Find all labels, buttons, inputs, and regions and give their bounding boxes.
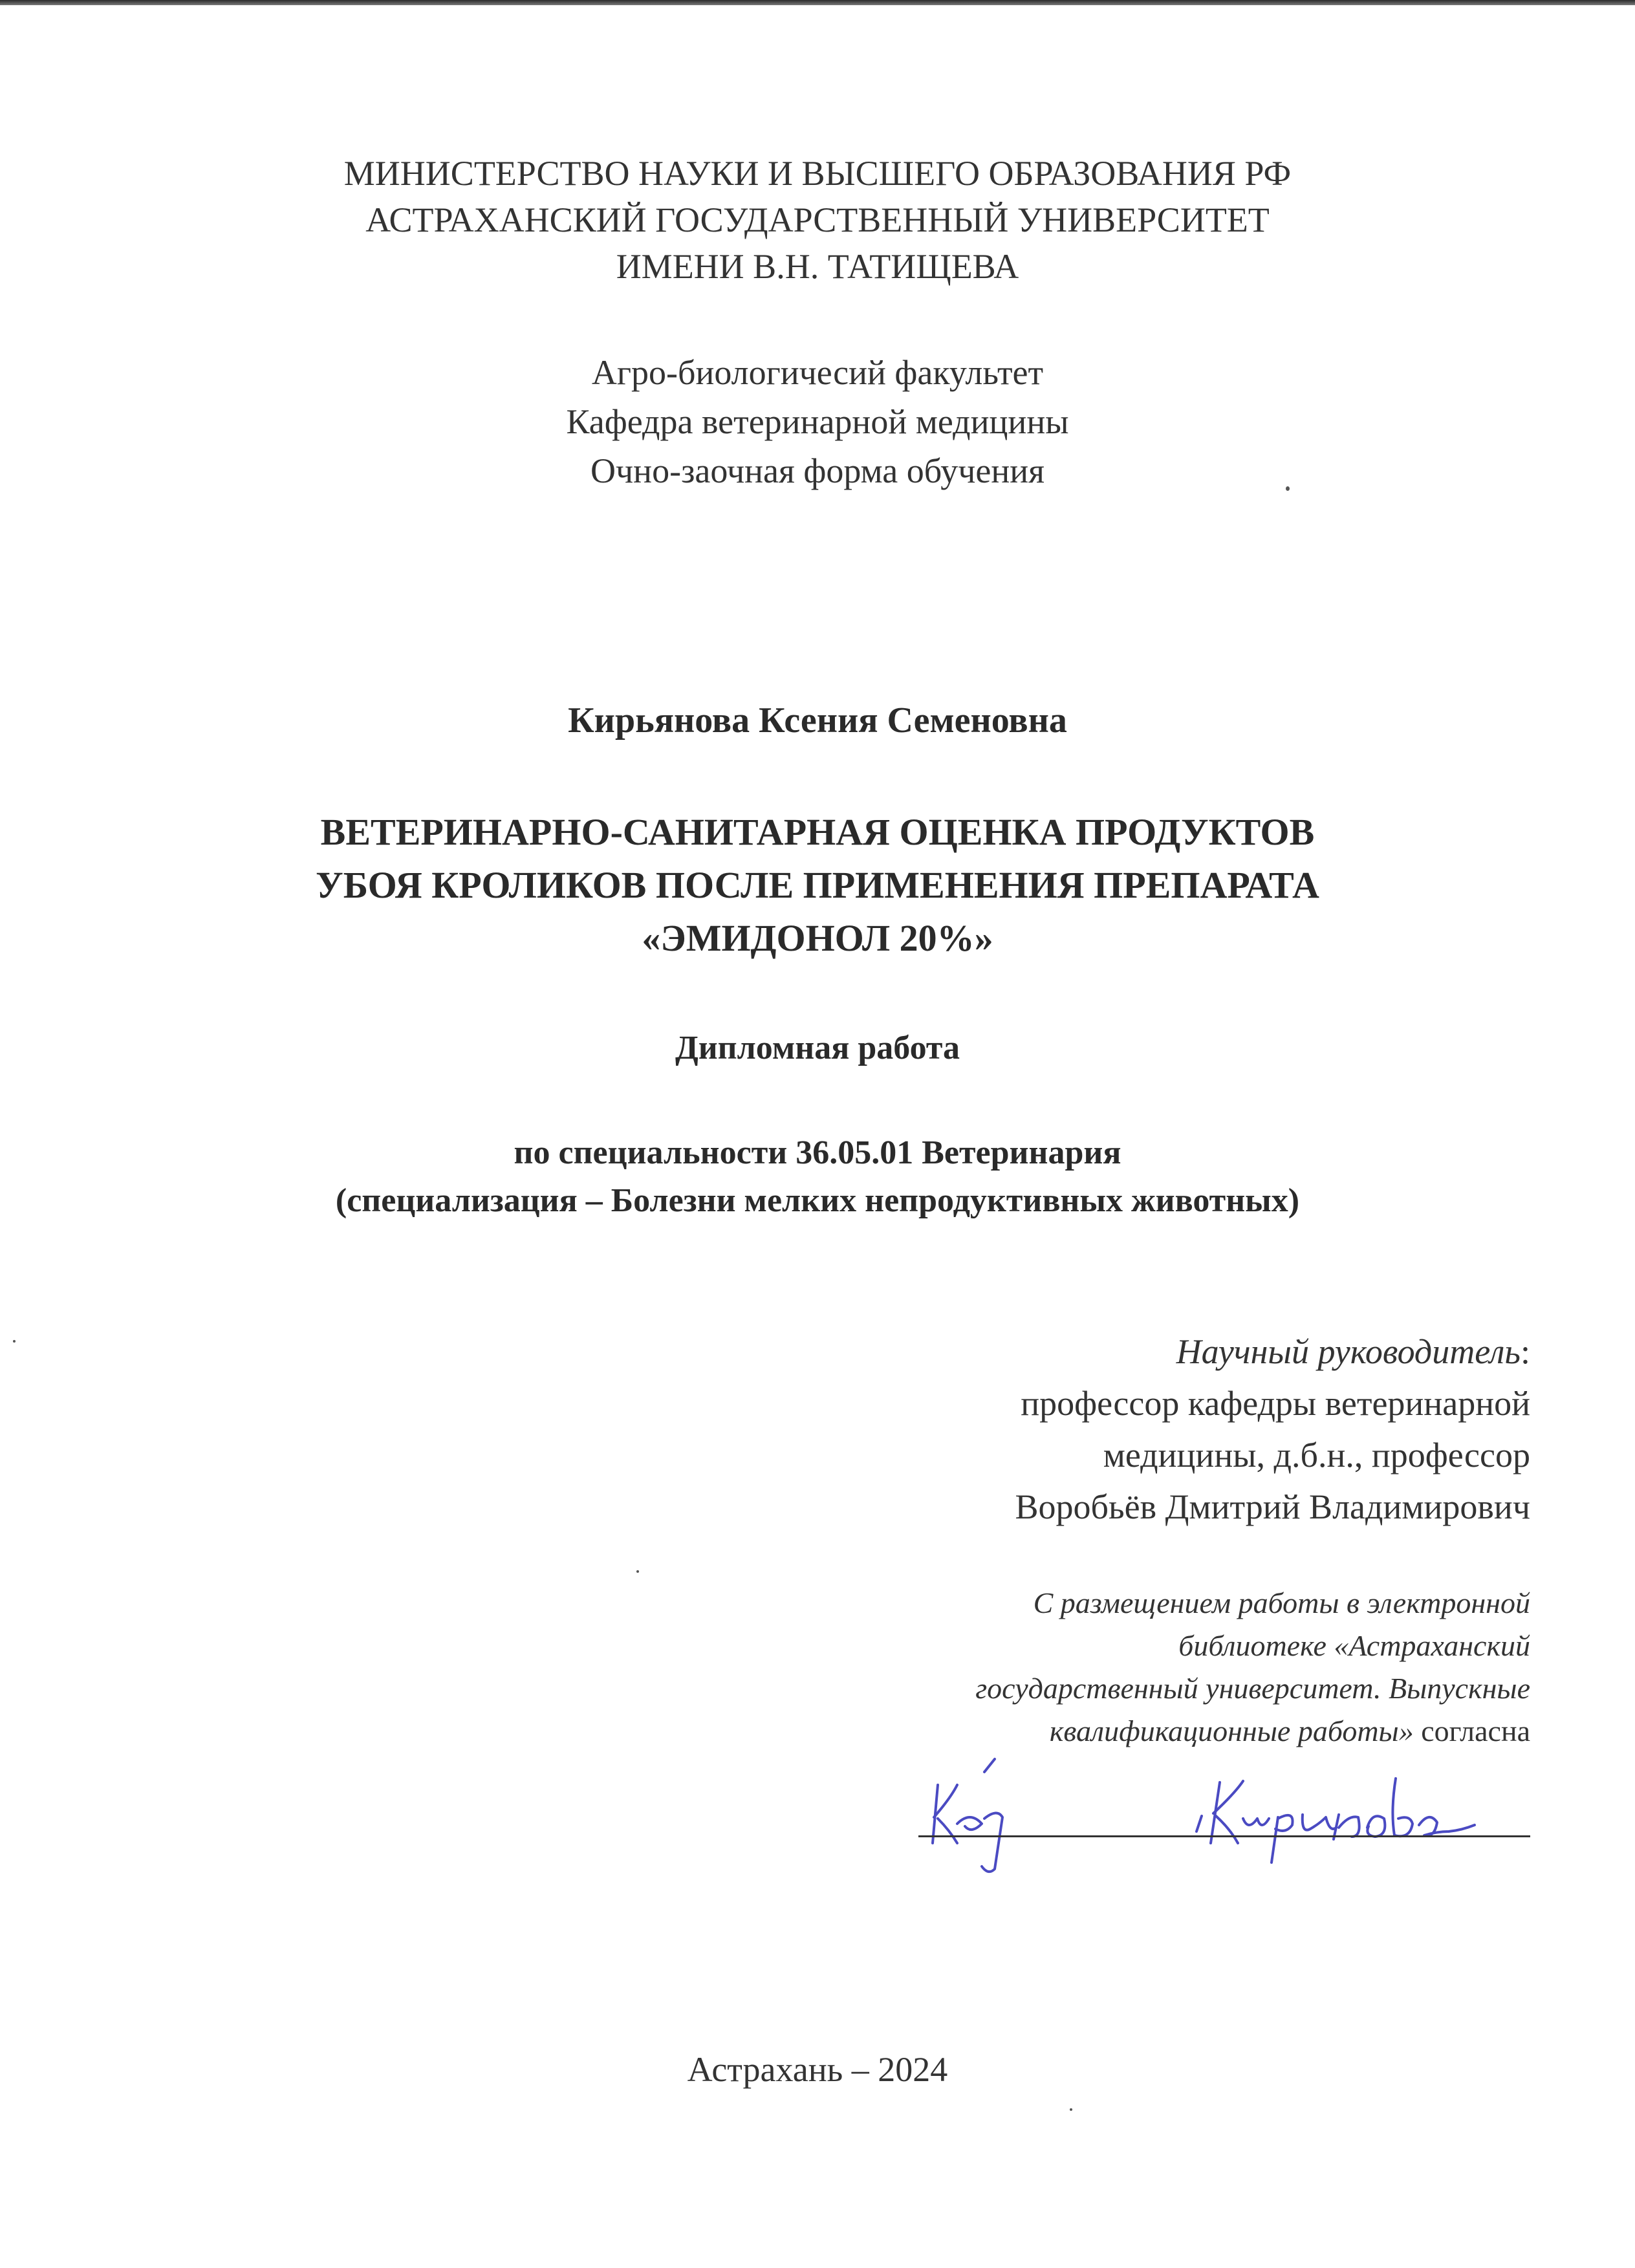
consent-agree-word: согласна <box>1421 1714 1530 1747</box>
specialty-code: по специальности 36.05.01 Ветеринария <box>514 1134 1121 1171</box>
supervisor-heading <box>1015 1326 1530 1377</box>
work-type: Дипломная работа <box>675 1030 960 1066</box>
supervisor-position: профессор кафедры ветеринарной <box>1021 1384 1530 1423</box>
scan-speck <box>1070 2108 1072 2111</box>
title-line: УБОЯ КРОЛИКОВ ПОСЛЕ ПРИМЕНЕНИЯ ПРЕПАРАТА <box>316 864 1319 906</box>
title-line: ВЕТЕРИНАРНО-САНИТАРНАЯ ОЦЕНКА ПРОДУКТОВ <box>320 811 1315 853</box>
faculty-name: Агро-биологичесий факультет <box>591 353 1044 392</box>
university-named-after: ИМЕНИ В.Н. ТАТИЩЕВА <box>616 247 1019 286</box>
supervisor-name: Воробьёв Дмитрий Владимирович <box>1015 1487 1530 1526</box>
consent-line: С размещением работы в электронной <box>1033 1586 1530 1619</box>
specialization: (специализация – Болезни мелких непродуктивных животных) <box>335 1182 1300 1219</box>
header-block <box>0 150 1635 290</box>
city-year: Астрахань – 2024 <box>687 2050 948 2089</box>
university-name: АСТРАХАНСКИЙ ГОСУДАРСТВЕННЫЙ УНИВЕРСИТЕТ <box>365 200 1270 239</box>
study-form: Очно-заочная форма обучения <box>590 451 1045 490</box>
scan-edge <box>0 0 1635 5</box>
signature-underline <box>918 1835 1530 1837</box>
supervisor-block <box>1015 1326 1530 1533</box>
scan-speck <box>1286 486 1290 491</box>
scan-speck <box>636 1570 639 1573</box>
handwritten-signature <box>912 1746 1546 1875</box>
consent-last-line: квалификационные работы» <box>1049 1714 1414 1747</box>
consent-line: библиотеке «Астраханский <box>1178 1629 1530 1662</box>
supervisor-colon: : <box>1520 1332 1530 1371</box>
author-name: Кирьянова Ксения Семеновна <box>568 700 1067 740</box>
department-name: Кафедра ветеринарной медицины <box>566 402 1069 441</box>
thesis-title <box>0 806 1635 965</box>
consent-block <box>975 1582 1530 1753</box>
specialty-block <box>0 1129 1635 1225</box>
faculty-block <box>0 348 1635 495</box>
scan-speck <box>13 1340 16 1343</box>
supervisor-degree: медицины, д.б.н., профессор <box>1103 1436 1530 1474</box>
ministry-name: МИНИСТЕРСТВО НАУКИ И ВЫСШЕГО ОБРАЗОВАНИЯ РФ <box>343 154 1292 193</box>
consent-line: государственный университет. Выпускные <box>975 1672 1530 1705</box>
title-line: «ЭМИДОНОЛ 20%» <box>642 917 993 959</box>
supervisor-label: Научный руководитель <box>1176 1332 1521 1371</box>
